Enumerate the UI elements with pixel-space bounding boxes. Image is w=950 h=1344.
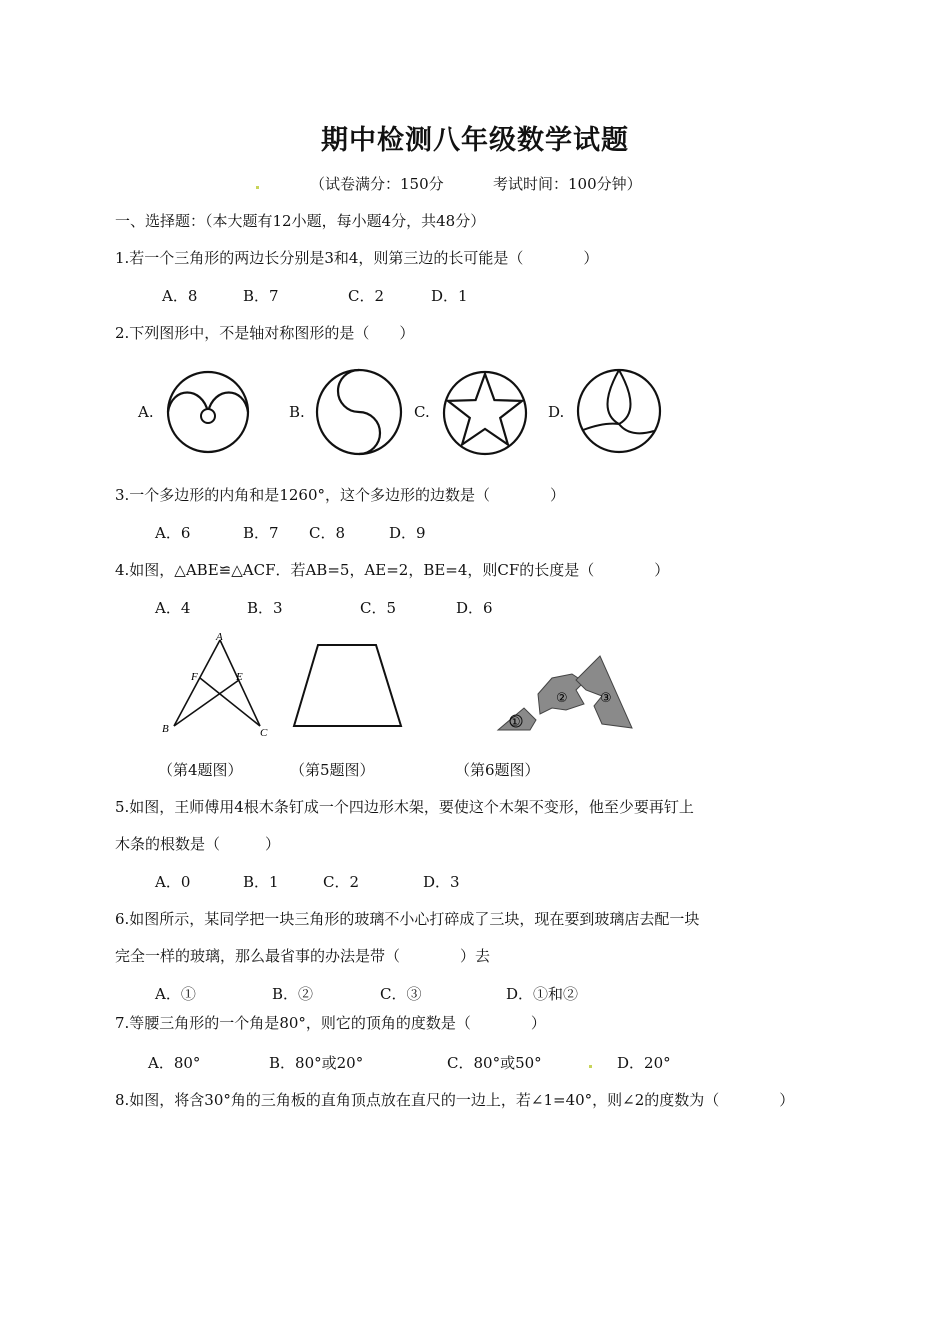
- q6-option-a: A．①: [155, 985, 196, 1003]
- q1-option-b: B．7: [243, 287, 279, 305]
- q7-option-d: D．20°: [617, 1054, 671, 1072]
- fig4-label-f: F: [191, 671, 198, 683]
- caption-fig6: （第6题图）: [455, 761, 540, 779]
- question-5-line1: 5.如图，王师傅用4根木条钉成一个四边形木架，要使这个木架不变形，他至少要再钉上: [115, 798, 694, 816]
- question-1: 1.若一个三角形的两边长分别是3和4，则第三边的长可能是（ ）: [115, 249, 599, 267]
- question-8: 8.如图，将含30°角的三角板的直角顶点放在直尺的一边上，若∠1=40°，则∠2的度数为（ ）: [115, 1091, 795, 1109]
- question-2: 2.下列图形中，不是轴对称图形的是（ ）: [115, 324, 415, 342]
- q2-label-a: A.: [138, 403, 154, 421]
- q2-label-b: B.: [289, 403, 305, 421]
- q5-option-a: A．0: [155, 873, 191, 891]
- figure-6-glass-shards: [490, 650, 640, 736]
- q6-option-b: B．②: [272, 985, 314, 1003]
- q6-option-c: C．③: [380, 985, 422, 1003]
- question-7: 7.等腰三角形的一个角是80°，则它的顶角的度数是（ ）: [115, 1014, 546, 1032]
- q5-option-d: D．3: [423, 873, 460, 891]
- q1-option-a: A．8: [162, 287, 198, 305]
- fig6-label-3: ③: [600, 691, 612, 706]
- q2-label-c: C.: [414, 403, 430, 421]
- q4-option-a: A．4: [155, 599, 191, 617]
- figure-5-quadrilateral: [288, 640, 408, 732]
- stray-dot: [256, 186, 259, 189]
- section-heading: 一、选择题：（本大题有12小题，每小题4分，共48分）: [115, 212, 486, 230]
- fig4-label-a: A: [216, 631, 223, 643]
- question-6-line1: 6.如图所示，某同学把一块三角形的玻璃不小心打碎成了三块，现在要到玻璃店去配一块: [115, 910, 700, 928]
- q4-option-b: B．3: [247, 599, 283, 617]
- full-score: （试卷满分：150分: [310, 175, 444, 193]
- q7-option-a: A．80°: [148, 1054, 201, 1072]
- q4-option-d: D．6: [456, 599, 493, 617]
- question-5-line2: 木条的根数是（ ）: [115, 835, 281, 853]
- fig4-label-c: C: [260, 727, 268, 739]
- q3-option-c: C．8: [309, 524, 346, 542]
- exam-time: 考试时间：100分钟）: [493, 175, 642, 193]
- q2-label-d: D.: [548, 403, 565, 421]
- question-3: 3.一个多边形的内角和是1260°，这个多边形的边数是（ ）: [115, 486, 565, 504]
- question-4: 4.如图，△ABE≌△ACF．若AB=5，AE=2，BE=4，则CF的长度是（ ）: [115, 561, 670, 579]
- q7-option-c: C．80°或50°: [447, 1054, 542, 1072]
- q3-option-b: B．7: [243, 524, 279, 542]
- q7-option-b: B．80°或20°: [269, 1054, 364, 1072]
- fig6-label-2: ②: [556, 691, 568, 706]
- fig4-label-e: E: [236, 671, 243, 683]
- page-title: 期中检测八年级数学试题: [321, 125, 629, 156]
- q5-option-c: C．2: [323, 873, 360, 891]
- question-6-line2: 完全一样的玻璃，那么最省事的办法是带（ ）去: [115, 947, 491, 965]
- stray-dot: [589, 1065, 592, 1068]
- fig6-label-1: ①: [509, 715, 521, 730]
- q3-option-d: D．9: [389, 524, 426, 542]
- q5-option-b: B．1: [243, 873, 279, 891]
- fig4-label-b: B: [162, 723, 169, 735]
- q6-option-d: D．①和②: [506, 985, 579, 1003]
- q4-option-c: C．5: [360, 599, 397, 617]
- caption-fig5: （第5题图）: [290, 761, 375, 779]
- q2-figure-d-three-arcs: [574, 366, 664, 456]
- q2-figure-b-yinyang: [313, 366, 405, 458]
- q1-option-d: D．1: [431, 287, 468, 305]
- q3-option-a: A．6: [155, 524, 191, 542]
- q1-option-c: C．2: [348, 287, 385, 305]
- q2-figure-a-heart-circle: [164, 368, 252, 456]
- q2-figure-c-star-circle: [440, 368, 530, 458]
- figure-4-triangles: [156, 630, 276, 742]
- caption-fig4: （第4题图）: [158, 761, 243, 779]
